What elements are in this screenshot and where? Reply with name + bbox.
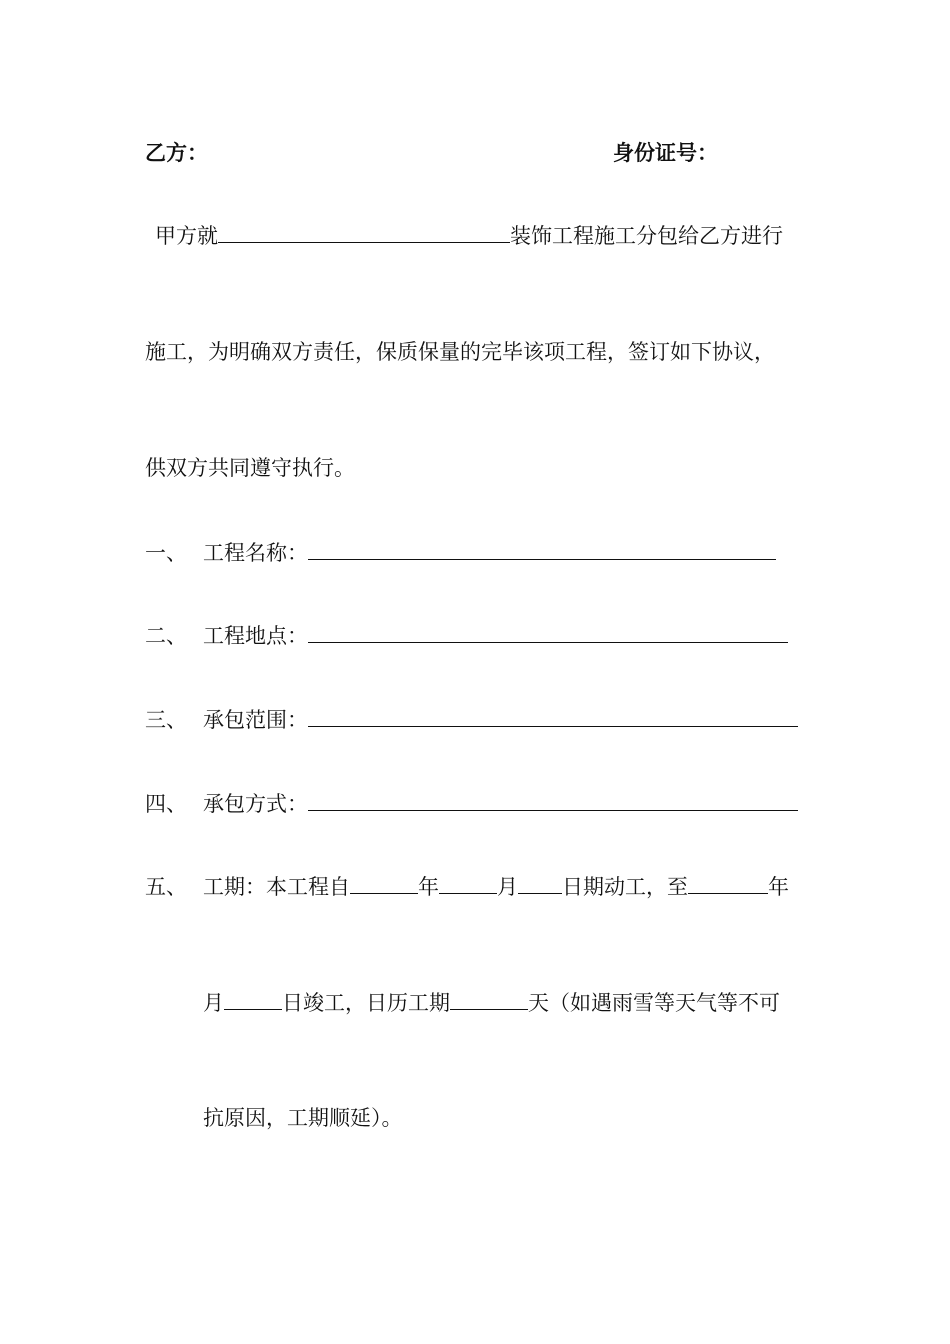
clause-3: [145, 704, 798, 735]
end-year-field[interactable]: [688, 871, 768, 894]
clause-5-line-1: [145, 871, 789, 902]
start-month-field[interactable]: [439, 871, 497, 894]
clause-5-text: 工期：本工程自: [203, 875, 350, 899]
clause-number: 二、: [145, 624, 187, 648]
clause-number: 一、: [145, 541, 187, 565]
contract-scope-field[interactable]: [308, 704, 798, 727]
month-label: 月: [203, 991, 224, 1015]
year-label: 年: [768, 875, 789, 899]
clause-4: [145, 788, 798, 819]
clause-label: 工程地点：: [203, 624, 308, 648]
project-name-field[interactable]: [308, 537, 776, 560]
clause-2: [145, 620, 788, 651]
start-day-field[interactable]: [518, 871, 562, 894]
clause-5-line-2: [203, 987, 780, 1018]
project-name-blank[interactable]: [218, 220, 510, 243]
clause-5-line-3: 抗原因，工期顺延）。: [203, 1106, 403, 1130]
intro-line-1: [155, 220, 783, 251]
start-day-text: 日期动工，至: [562, 875, 688, 899]
duration-days-field[interactable]: [450, 987, 528, 1010]
year-label: 年: [418, 875, 439, 899]
intro-prefix: 甲方就: [155, 224, 218, 248]
project-location-field[interactable]: [308, 620, 788, 643]
intro-suffix: 装饰工程施工分包给乙方进行: [510, 224, 783, 248]
clause-label: 工程名称：: [203, 541, 308, 565]
contract-method-field[interactable]: [308, 788, 798, 811]
intro-line-3: 供双方共同遵守执行。: [145, 456, 355, 480]
party-b-label: 乙方：: [145, 140, 208, 165]
intro-line-2: 施工，为明确双方责任，保质保量的完毕该项工程，签订如下协议，: [145, 340, 775, 364]
end-month-field[interactable]: [224, 987, 282, 1010]
clause-number: 三、: [145, 708, 187, 732]
clause-number: 五、: [145, 875, 187, 899]
clause-1: [145, 537, 776, 568]
end-day-text: 日竣工，日历工期: [282, 991, 450, 1015]
clause-label: 承包范围：: [203, 708, 308, 732]
days-text: 天（如遇雨雪等天气等不可: [528, 991, 780, 1015]
clause-number: 四、: [145, 792, 187, 816]
clause-label: 承包方式：: [203, 792, 308, 816]
start-year-field[interactable]: [350, 871, 418, 894]
month-label: 月: [497, 875, 518, 899]
id-number-label: 身份证号：: [613, 140, 718, 165]
